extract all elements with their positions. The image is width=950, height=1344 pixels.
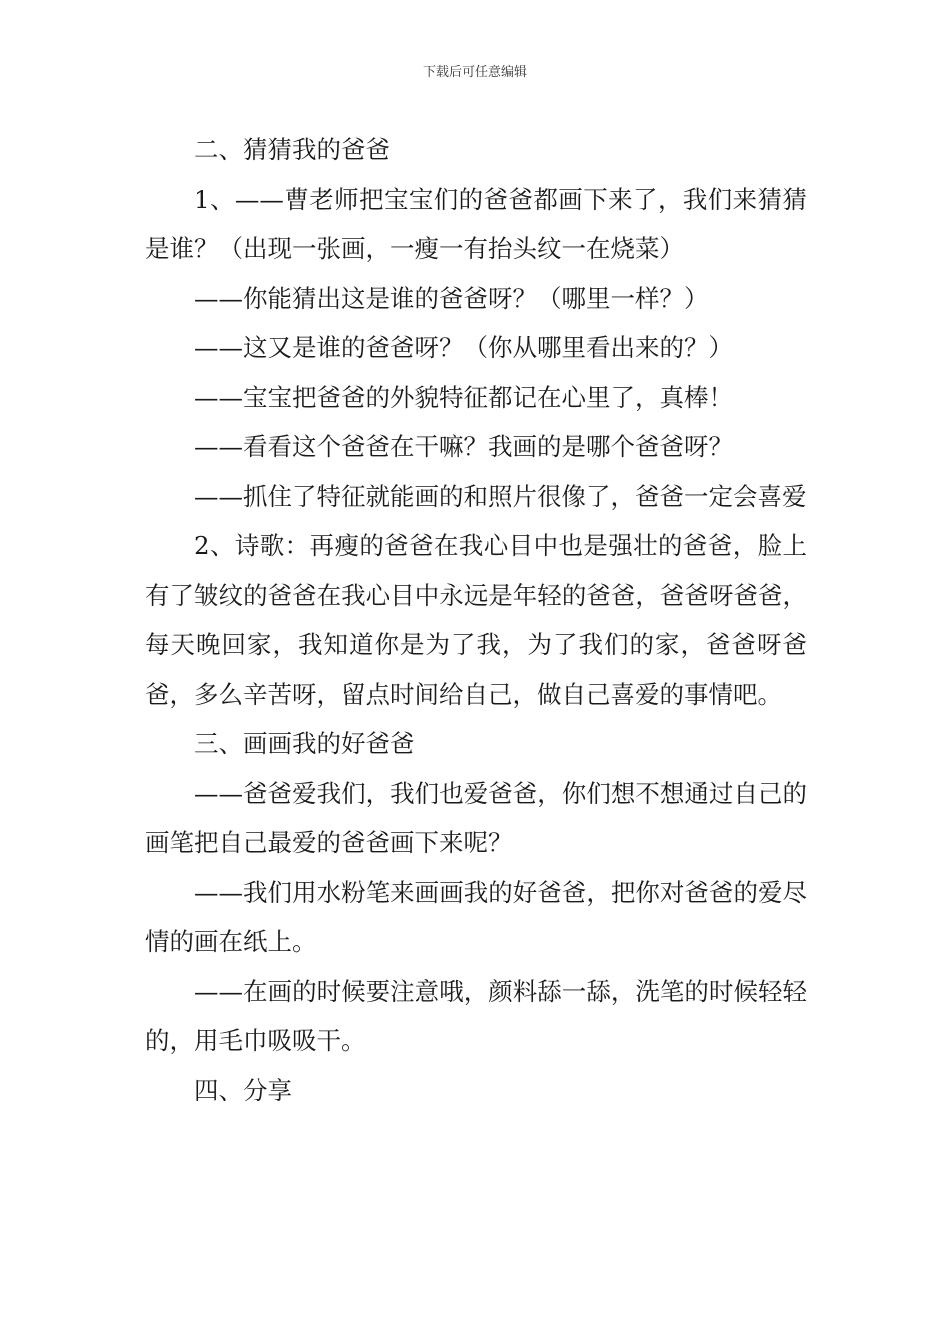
paragraph: ——在画的时候要注意哦，颜料舔一舔，洗笔的时候轻轻的，用毛巾吸吸干。 [145, 976, 807, 1055]
paragraph: ——看看这个爸爸在干嘛？我画的是哪个爸爸呀？ [194, 432, 733, 461]
paragraph: ——我们用水粉笔来画画我的好爸爸，把你对爸爸的爱尽情的画在纸上。 [145, 877, 807, 956]
section-heading-guess-dad: 二、猜猜我的爸爸 [194, 135, 390, 164]
document-body [145, 125, 807, 1115]
paragraph: ——宝宝把爸爸的外貌特征都记在心里了，真棒！ [194, 382, 733, 412]
paragraph: ——爸爸爱我们，我们也爱爸爸，你们想不想通过自己的画笔把自己最爱的爸爸画下来呢？ [145, 778, 807, 857]
paragraph: ——这又是谁的爸爸呀？（你从哪里看出来的？） [194, 333, 733, 362]
paragraph: ——你能猜出这是谁的爸爸呀？（哪里一样？） [194, 283, 709, 313]
poem-paragraph: 2、诗歌：再瘦的爸爸在我心目中也是强壮的爸爸，脸上有了皱纹的爸爸在我心目中永远是年轻的爸爸，爸爸呀爸爸，每天晚回家，我知道你是为了我，为了我们的家，爸爸呀爸爸，多么辛苦呀，留点时间给自己，做自己喜爱的事情吧。 [145, 531, 807, 709]
paragraph: 1、——曹老师把宝宝们的爸爸都画下来了，我们来猜猜是谁？（出现一张画，一瘦一有抬头纹一在烧菜） [145, 184, 807, 263]
section-heading-draw-dad: 三、画画我的好爸爸 [194, 729, 415, 758]
page-header-note: 下载后可任意编辑 [422, 65, 527, 80]
section-heading-share: 四、分享 [194, 1075, 292, 1105]
paragraph: ——抓住了特征就能画的和照片很像了，爸爸一定会喜爱 [194, 481, 807, 511]
